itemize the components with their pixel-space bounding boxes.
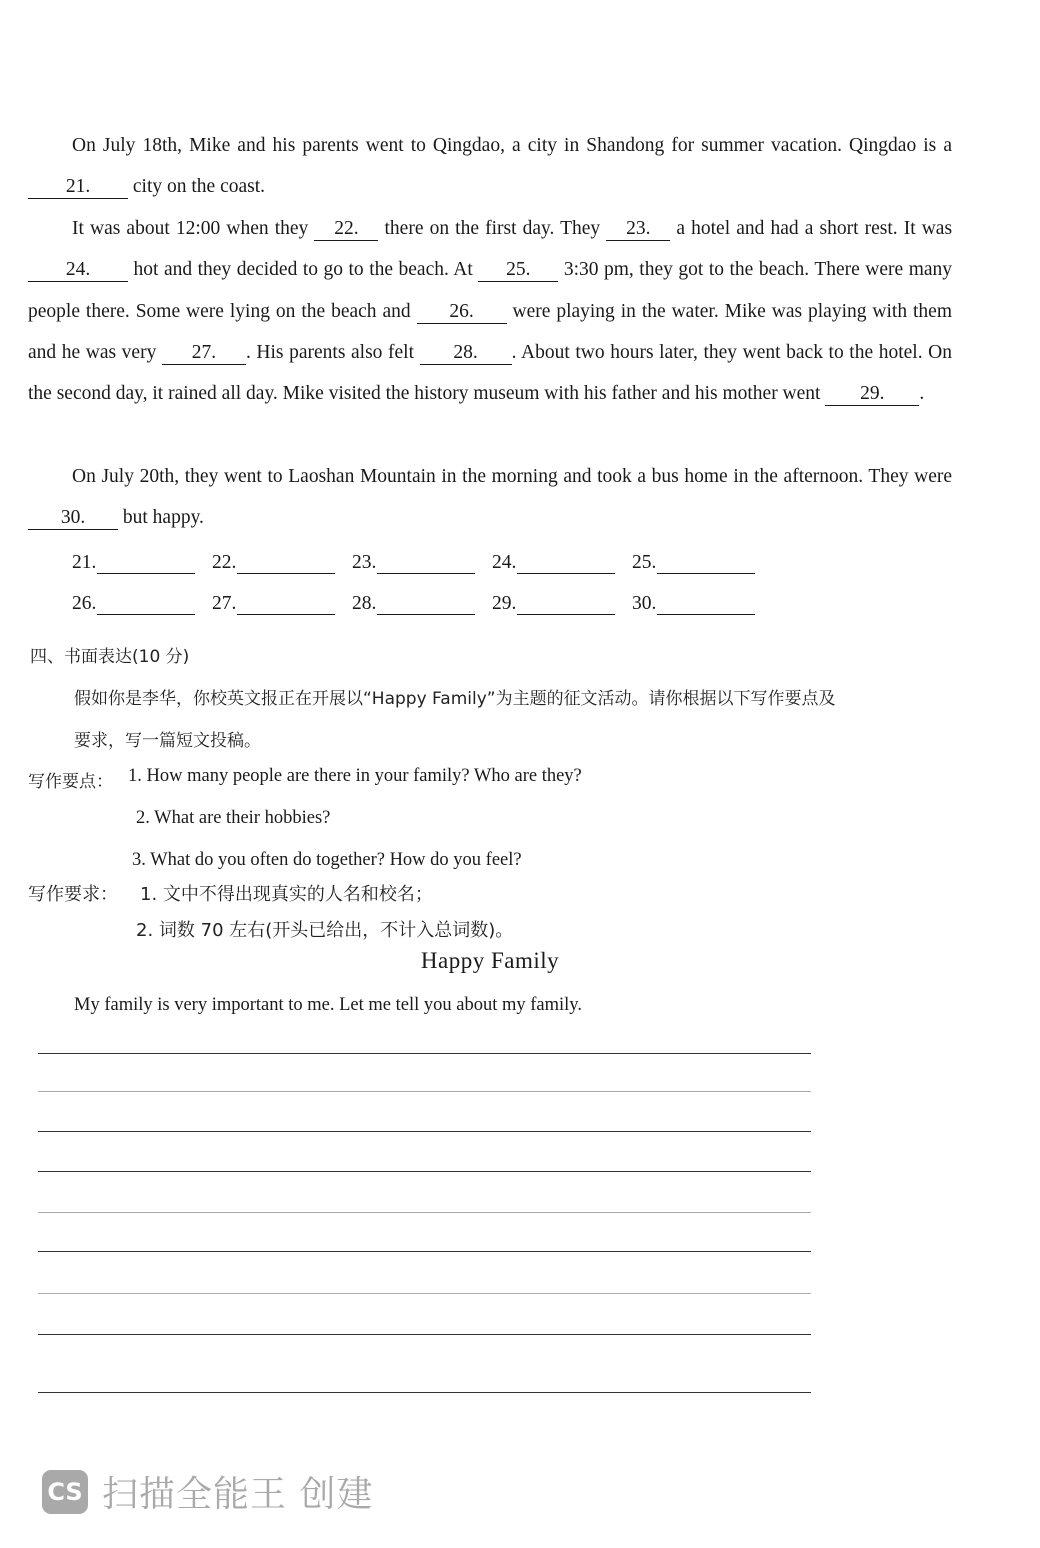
answer-line[interactable] — [237, 596, 335, 615]
blank-30: 30. — [28, 507, 118, 530]
passage-paragraph-2 — [28, 208, 952, 414]
point-3: 3. What do you often do together? How do you feel? — [132, 850, 522, 870]
answer-row-2 — [72, 585, 772, 615]
points-label: 写作要点： — [28, 772, 113, 792]
blank-28: 28. — [420, 342, 512, 365]
passage-text: were playing in the water. Mike was playing with them and he was very — [28, 300, 953, 363]
requirement-2: 2. 词数 70 左右(开头已给出，不计入总词数)。 — [136, 920, 514, 941]
passage-paragraph-3 — [28, 456, 952, 539]
blank-25: 25. — [478, 259, 558, 282]
passage-text: 3:30 pm, they got to the beach. There were many people there. Some were lying on the beach and — [28, 259, 953, 322]
passage-text: there on the first day. They — [384, 218, 601, 239]
blank-27: 27. — [162, 342, 246, 365]
scanner-watermark — [42, 1466, 373, 1517]
writing-intro-2: 要求，写一篇短文投稿。 — [74, 731, 261, 751]
passage-text: It was about 12:00 when they — [72, 218, 309, 239]
passage-paragraph-1 — [28, 125, 952, 208]
writing-line[interactable] — [38, 1091, 811, 1092]
answer-slot: 26. — [72, 593, 212, 615]
section-heading: 四、书面表达(10 分) — [30, 647, 190, 667]
passage-text: a hotel and had a short rest. It was — [676, 218, 953, 239]
answer-line[interactable] — [97, 596, 195, 615]
blank-24: 24. — [28, 259, 128, 282]
passage-text: but happy. — [122, 507, 204, 529]
writing-line[interactable] — [38, 1293, 811, 1294]
answer-line[interactable] — [657, 596, 755, 615]
writing-line[interactable] — [38, 1171, 811, 1172]
answer-line[interactable] — [377, 555, 475, 574]
writing-line[interactable] — [38, 1131, 811, 1132]
answer-row-1 — [72, 544, 772, 574]
point-2: 2. What are their hobbies? — [136, 808, 331, 828]
blank-29: 29. — [825, 383, 919, 406]
answer-line[interactable] — [97, 555, 195, 574]
blank-23: 23. — [606, 218, 670, 241]
blank-26: 26. — [417, 301, 507, 324]
writing-line[interactable] — [38, 1251, 811, 1252]
camscanner-logo-icon: CS — [42, 1470, 88, 1514]
passage-text: . His parents also felt — [245, 341, 414, 363]
watermark-text: 扫描全能王 创建 — [102, 1474, 374, 1515]
writing-line[interactable] — [38, 1392, 811, 1393]
answer-slot: 25. — [632, 552, 772, 574]
answer-slot: 30. — [632, 593, 772, 615]
answer-line[interactable] — [237, 555, 335, 574]
passage-text: . About two hours later, they went back to the hotel. On the second day, it rained all day. Mike visited the history museum with his father and his mother went — [28, 341, 953, 405]
answer-slot: 27. — [212, 593, 352, 615]
point-1: 1. How many people are there in your family? Who are they? — [128, 766, 582, 786]
answer-slot: 24. — [492, 552, 632, 574]
writing-line[interactable] — [38, 1334, 811, 1335]
writing-line[interactable] — [38, 1053, 811, 1054]
answer-line[interactable] — [657, 555, 755, 574]
blank-22: 22. — [314, 218, 378, 241]
requirement-1: 1. 文中不得出现真实的人名和校名； — [140, 884, 433, 905]
passage-text: hot and they decided to go to the beach. At — [133, 259, 473, 281]
answer-slot: 22. — [212, 552, 352, 574]
passage-text: city on the coast. — [132, 176, 266, 198]
writing-line[interactable] — [38, 1212, 811, 1213]
requirements-label: 写作要求： — [28, 884, 118, 905]
answer-slot: 28. — [352, 593, 492, 615]
answer-line[interactable] — [517, 596, 615, 615]
writing-intro-1: 假如你是李华，你校英文报正在开展以“Happy Family”为主题的征文活动。请你根据以下写作要点及 — [74, 689, 836, 709]
answer-slot: 21. — [72, 552, 212, 574]
answer-line[interactable] — [517, 555, 615, 574]
answer-slot: 23. — [352, 552, 492, 574]
essay-title: Happy Family — [420, 948, 560, 973]
passage-text: . — [919, 383, 925, 405]
essay-opening: My family is very important to me. Let me tell you about my family. — [74, 995, 582, 1015]
passage-text: On July 20th, they went to Laoshan Mountain in the morning and took a bus home in the afternoon. They were — [72, 466, 952, 487]
blank-21: 21. — [28, 176, 128, 199]
answer-line[interactable] — [377, 596, 475, 615]
passage-text: On July 18th, Mike and his parents went to Qingdao, a city in Shandong for summer vacation. Qingdao is a — [72, 135, 952, 156]
answer-slot: 29. — [492, 593, 632, 615]
